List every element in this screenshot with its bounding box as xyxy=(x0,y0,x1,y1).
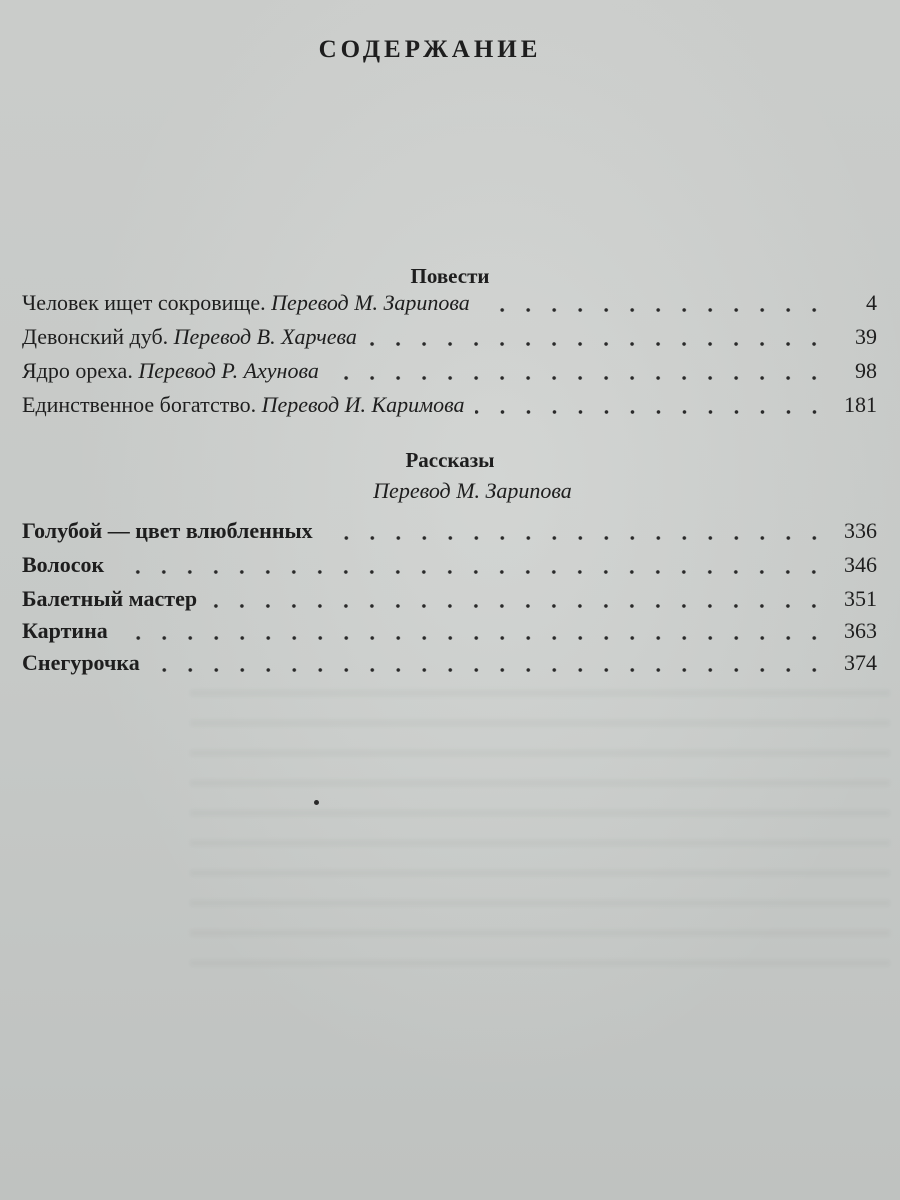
dot-leader xyxy=(329,375,827,381)
entry-title: Картина xyxy=(22,618,108,643)
dot-leader xyxy=(150,667,827,673)
entry-page-number: 4 xyxy=(866,290,877,315)
entry-translator: Перевод И. Каримова xyxy=(261,392,465,417)
entry-title: Ядро ореха. xyxy=(22,358,133,383)
toc-entry xyxy=(22,650,877,682)
section-translator: Перевод М. Зарипова xyxy=(373,478,572,503)
toc-entry xyxy=(22,618,877,650)
entry-title: Единственное богатство. xyxy=(22,392,257,417)
toc-entry xyxy=(22,586,877,618)
entry-title: Девонский дуб. xyxy=(22,324,169,349)
entry-title: Голубой — цвет влюбленных xyxy=(22,518,313,543)
toc-entry xyxy=(22,324,877,356)
toc-entry xyxy=(22,290,877,322)
entry-title: Балетный мастер xyxy=(22,586,198,611)
dot-leader xyxy=(480,307,827,313)
entry-translator: Перевод М. Зарипова xyxy=(271,290,470,315)
entry-page-number: 336 xyxy=(844,518,877,543)
entry-page-number: 98 xyxy=(855,358,877,383)
dot-leader xyxy=(323,535,827,541)
section-heading-rasskazy: Рассказы xyxy=(405,448,495,472)
entry-page-number: 346 xyxy=(844,552,877,577)
toc-entry xyxy=(22,358,877,390)
dot-leader xyxy=(118,635,827,641)
dot-leader xyxy=(475,409,827,415)
dot-leader xyxy=(114,569,827,575)
entry-page-number: 363 xyxy=(844,618,877,643)
dot-leader xyxy=(367,341,827,347)
entry-title: Человек ищет сокровище. xyxy=(22,290,266,315)
entry-page-number: 351 xyxy=(844,586,877,611)
dot-leader xyxy=(207,603,827,609)
show-through-text xyxy=(190,690,890,970)
entry-page-number: 374 xyxy=(844,650,877,675)
ink-speck xyxy=(314,800,319,805)
toc-entry xyxy=(22,518,877,550)
page-title: СОДЕРЖАНИЕ xyxy=(318,36,542,63)
entry-title: Снегурочка xyxy=(22,650,140,675)
entry-translator: Перевод В. Харчева xyxy=(173,324,357,349)
entry-page-number: 39 xyxy=(855,324,877,349)
entry-page-number: 181 xyxy=(844,392,877,417)
entry-title: Волосок xyxy=(22,552,105,577)
entry-translator: Перевод Р. Ахунова xyxy=(138,358,319,383)
section-heading-povesti: Повести xyxy=(410,264,490,288)
toc-entry xyxy=(22,552,877,584)
toc-entry xyxy=(22,392,877,424)
